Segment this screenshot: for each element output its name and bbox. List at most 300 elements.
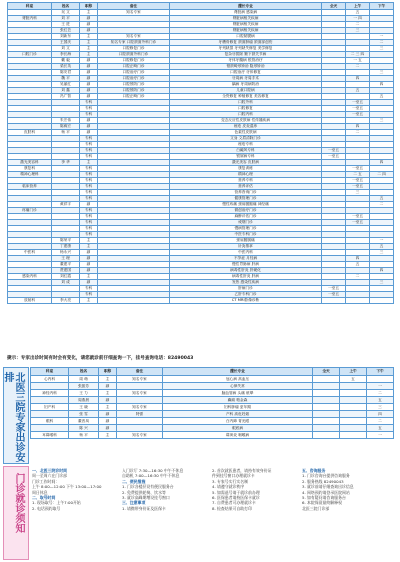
- doctor-name-cell: 王国庆: [52, 40, 80, 46]
- morning-cell: 五: [346, 10, 370, 16]
- title-cell: 副: [99, 411, 117, 418]
- title-cell: 主: [80, 46, 98, 52]
- specialty-cell: 病毒性肝炎 肝硬化: [170, 268, 322, 274]
- note-cell: [117, 383, 163, 390]
- title-cell: 副: [80, 280, 98, 286]
- title-cell: 主: [99, 376, 117, 383]
- fullday-cell: [313, 376, 340, 383]
- title-cell: 专科: [80, 184, 98, 190]
- doctor-name-cell: 魏 平: [52, 76, 80, 82]
- specialty-cell: 龋病 牙周病防治: [170, 82, 322, 88]
- doctor-name-cell: 李 华: [52, 160, 80, 166]
- afternoon-cell: 一: [370, 34, 394, 40]
- specialty-cell: 牙槽骨修复 颌面肿瘤 颌面部创伤: [170, 40, 322, 46]
- specialty-cell: 癫痫 帕金森: [163, 397, 313, 404]
- morning-cell: 二: [346, 130, 370, 136]
- morning-cell: 一至五: [346, 112, 370, 118]
- guide-line: 二、便民措施: [122, 478, 146, 484]
- doctor-name-cell: 董建平: [52, 262, 80, 268]
- morning-cell: [340, 397, 367, 404]
- title-cell: 专科: [80, 226, 98, 232]
- guide-line: 6. 本院保留最终解释权: [302, 500, 342, 506]
- title-cell: 副: [80, 82, 98, 88]
- specialty-cell: 康复训练: [170, 166, 322, 172]
- title-cell: 副: [80, 250, 98, 256]
- doctor-name-cell: 李长海: [52, 52, 80, 58]
- morning-cell: 一至五: [346, 184, 370, 190]
- morning-cell: 二: [346, 274, 370, 280]
- guide-column-3: [212, 468, 298, 558]
- doctor-name-cell: 陈荣平: [52, 238, 80, 244]
- guide-line: 3. 就诊前请仔细查询出诊信息: [302, 484, 354, 490]
- note-cell: 知名专家: [117, 404, 163, 411]
- note-cell: [117, 397, 163, 404]
- title-cell: 副: [80, 256, 98, 262]
- fullday-cell: [313, 404, 340, 411]
- note-cell: 知名专家: [98, 10, 170, 16]
- title-cell: 副: [80, 268, 98, 274]
- note-cell: 口腔修复门诊: [98, 46, 170, 52]
- afternoon-cell: 五: [370, 244, 394, 250]
- doctor-name-cell: 王 力: [69, 390, 99, 397]
- schedule-section: [7, 2, 393, 304]
- title-cell: 主: [80, 244, 98, 250]
- guide-line: 周一至周六在门诊部: [32, 473, 68, 479]
- specialty-cell: 慢性胃肠病 肝病: [170, 262, 322, 268]
- guide-line: 一、北医三院诊时间: [32, 468, 68, 473]
- doctor-name-cell: 周 萌: [69, 376, 99, 383]
- morning-cell: 一至五: [346, 178, 370, 184]
- specialty-cell: 慢病管理门诊: [170, 226, 322, 232]
- specialty-cell: 麻醉评估门诊: [170, 214, 322, 220]
- title-cell: 主: [99, 390, 117, 397]
- doctor-name-cell: 刘红霞: [52, 274, 80, 280]
- guide-banner: [3, 466, 29, 560]
- guide-line: 入门诊厅 7:30—16:30 中午不休息: [122, 468, 184, 473]
- note-cell: 知名专家: [117, 376, 163, 383]
- morning-cell: 三: [346, 28, 370, 34]
- title-cell: 副: [80, 130, 98, 136]
- morning-cell: [340, 404, 367, 411]
- morning-cell: 二: [346, 22, 370, 28]
- specialty-cell: 乙肝专科门诊: [170, 292, 322, 298]
- morning-cell: [340, 383, 367, 390]
- morning-cell: 一 四: [346, 16, 370, 22]
- note-cell: 知名专家 口腔颌面外科门诊: [98, 40, 170, 46]
- specialty-cell: 不孕症 月经病: [170, 256, 322, 262]
- guide-line: 北医三院门诊部: [302, 505, 330, 511]
- afternoon-cell: 二: [367, 418, 394, 425]
- table-header-row: [8, 3, 394, 10]
- specialty-cell: 发热 感染性疾病: [170, 280, 322, 286]
- title-cell: 副: [80, 70, 98, 76]
- title-cell: 副: [80, 88, 98, 94]
- fullday-cell: [313, 425, 340, 432]
- morning-cell: 一至五: [346, 166, 370, 172]
- doctor-name-cell: 张红芸: [52, 28, 80, 34]
- doctor-name-cell: 黄祥宇: [52, 202, 80, 208]
- department-cell: 神经内科: [31, 390, 69, 397]
- guide-line: 三、注意事项: [122, 500, 146, 506]
- afternoon-cell: 二: [370, 40, 394, 46]
- department-cell: [31, 425, 69, 432]
- table-row: [31, 383, 394, 390]
- title-cell: 主: [80, 298, 98, 304]
- department-cell: 皮肤科: [8, 130, 52, 136]
- column-header: 科室: [8, 3, 52, 10]
- title-cell: 专科: [80, 100, 98, 106]
- title-cell: 专科: [80, 154, 98, 160]
- column-header: 擅长专业: [163, 368, 313, 376]
- afternoon-cell: 三: [367, 404, 394, 411]
- morning-cell: 三: [346, 190, 370, 196]
- specialty-cell: 中医内科: [170, 250, 322, 256]
- afternoon-cell: 三: [370, 118, 394, 124]
- note-cell: 口腔治疗门诊: [98, 76, 170, 82]
- column-header: 职称: [99, 368, 117, 376]
- title-cell: 副: [80, 118, 98, 124]
- note-cell: 知名专家: [98, 34, 170, 40]
- guide-line: 门诊工作时间：: [32, 478, 60, 484]
- afternoon-cell: 四: [367, 411, 394, 418]
- doctor-name-cell: 刘 平: [52, 16, 80, 22]
- fullday-cell: [313, 418, 340, 425]
- title-cell: 副: [80, 202, 98, 208]
- fullday-cell: [322, 298, 346, 304]
- column-header: 下午: [370, 3, 394, 10]
- title-cell: 副: [99, 397, 117, 404]
- title-cell: 副: [80, 262, 98, 268]
- afternoon-cell: 五: [370, 196, 394, 202]
- afternoon-cell: 三: [370, 250, 394, 256]
- specialty-cell: 中医专科门诊: [170, 232, 322, 238]
- guide-line: 2. 服务热线 82490043: [302, 478, 344, 484]
- specialty-cell: 脑血管病 头痛 眩晕: [163, 390, 313, 397]
- schedule-table-2: [30, 367, 394, 439]
- doctor-name-cell: 刘 文: [52, 46, 80, 52]
- afternoon-cell: 四: [370, 160, 394, 166]
- department-cell: 口腔门诊: [8, 52, 52, 58]
- morning-cell: 一 五: [346, 58, 370, 64]
- department-cell: 感染内科: [8, 274, 52, 280]
- column-header: 备注: [117, 368, 163, 376]
- doctor-name-cell: 冯广智: [52, 94, 80, 100]
- fullday-cell: [313, 390, 340, 397]
- department-cell: [31, 411, 69, 418]
- morning-cell: 四: [346, 256, 370, 262]
- title-cell: 主: [99, 432, 117, 439]
- specialty-cell: 白癜风专科: [170, 148, 322, 154]
- doctor-name-cell: 吴 文: [52, 10, 80, 16]
- specialty-cell: 慢性疼痛 颈肩腰腿痛 神经痛: [170, 202, 322, 208]
- guide-line: 2. 首次就医患者，请持有效身份证: [212, 468, 272, 473]
- title-cell: 专科: [80, 106, 98, 112]
- department-cell: [31, 383, 69, 390]
- title-cell: 专科: [80, 172, 98, 178]
- afternoon-cell: 二: [370, 202, 394, 208]
- morning-cell: 一至五: [346, 100, 370, 106]
- doctor-name-cell: 梁长英: [52, 64, 80, 70]
- specialty-cell: 眼底病: [163, 425, 313, 432]
- doctor-name-cell: 陈 兴: [69, 425, 99, 432]
- table-row: [31, 376, 394, 383]
- doctor-name-cell: 董晋凤: [69, 418, 99, 425]
- afternoon-cell: [367, 376, 394, 383]
- guide-banner-title: 门诊就诊须知: [13, 473, 24, 533]
- specialty-cell: 营养咨询门诊: [170, 190, 322, 196]
- column-header: 下午: [367, 368, 394, 376]
- department-cell: 激光美容科: [8, 160, 52, 166]
- title-cell: 副: [80, 94, 98, 100]
- schedule-banner: [3, 367, 29, 464]
- specialty-cell: 变态反应性皮肤病 性传播疾病: [170, 118, 322, 124]
- afternoon-cell: 一: [367, 383, 394, 390]
- fullday-cell: [313, 432, 340, 439]
- note-cell: 口腔正畸门诊: [98, 94, 170, 100]
- specialty-cell: 健康管理门诊: [170, 196, 322, 202]
- specialty-cell: 妇科肿瘤 更年期: [163, 404, 313, 411]
- column-header: 上午: [340, 368, 367, 376]
- specialty-cell: 鼻窦炎 咽喉病: [163, 432, 313, 439]
- specialty-cell: 肝病门诊: [170, 286, 322, 292]
- doctor-name-cell: 王 晓: [69, 404, 99, 411]
- morning-cell: 四: [346, 76, 370, 82]
- table-row: [31, 411, 394, 418]
- table-row: [31, 404, 394, 411]
- table-row: [31, 425, 394, 432]
- doctor-name-cell: 贾建国: [52, 268, 80, 274]
- department-cell: 眼科: [31, 418, 69, 425]
- morning-cell: 四: [346, 124, 370, 130]
- morning-cell: 二 五: [346, 172, 370, 178]
- guide-line: 5. 如有疑问请咨询服务台: [302, 495, 346, 501]
- specialty-cell: 营养专科: [170, 178, 322, 184]
- doctor-name-cell: 王 进: [52, 22, 80, 28]
- morning-cell: [340, 418, 367, 425]
- guide-line: 4. 请遵守就诊秩序: [212, 484, 245, 490]
- afternoon-cell: [370, 298, 394, 304]
- specialty-cell: 激光美容 皮肤病: [170, 160, 322, 166]
- morning-cell: [340, 432, 367, 439]
- specialty-cell: 颈肩腰腿痛: [170, 238, 322, 244]
- column-header: 职称: [80, 3, 98, 10]
- afternoon-cell: 四: [370, 268, 394, 274]
- specialty-cell: 口腔内科: [170, 112, 322, 118]
- specialty-cell: 痤疮专科: [170, 142, 322, 148]
- column-header: 上午: [346, 3, 370, 10]
- morning-cell: 二: [346, 64, 370, 70]
- specialty-cell: 病毒性肝炎 肝病: [170, 274, 322, 280]
- column-header: 擅长专业: [170, 3, 322, 10]
- guide-line: 件到挂号窗口办理就诊卡: [212, 473, 255, 479]
- title-cell: 专科: [80, 178, 98, 184]
- doctor-name-cell: 杨永兴: [52, 250, 80, 256]
- column-header: 姓名: [69, 368, 99, 376]
- doctor-name-cell: 张 雪: [69, 411, 99, 418]
- department-cell: 康复科: [8, 166, 52, 172]
- doctor-name-cell: 陈威宏: [52, 124, 80, 130]
- title-cell: 专科: [80, 214, 98, 220]
- note-cell: 特需: [117, 411, 163, 418]
- afternoon-cell: 五: [367, 397, 394, 404]
- specialty-cell: 心律失常: [163, 383, 313, 390]
- morning-cell: [340, 390, 367, 397]
- morning-cell: 一至五: [346, 106, 370, 112]
- specialty-cell: 冠心病 高血压: [163, 376, 313, 383]
- title-cell: 副: [80, 76, 98, 82]
- doctor-name-cell: 朱宏伟: [52, 118, 80, 124]
- doctor-name-cell: 刘 鑫: [52, 88, 80, 94]
- morning-cell: 二 三 四: [346, 52, 370, 58]
- specialty-cell: 营养评估: [170, 184, 322, 190]
- doctor-name-cell: 杨 平: [69, 432, 99, 439]
- doctor-name-cell: 丁建康: [52, 244, 80, 250]
- doctor-name-cell: 戴 毅: [52, 58, 80, 64]
- title-cell: 副: [99, 383, 117, 390]
- department-cell: 临床营养: [8, 184, 52, 190]
- title-cell: 专科: [80, 190, 98, 196]
- guide-line: 3. 就诊高峰期增设挂号窗口: [122, 495, 170, 501]
- table-row: [8, 298, 394, 304]
- doctor-name-cell: 周燕晨: [69, 397, 99, 404]
- title-cell: 专科: [80, 208, 98, 214]
- title-cell: 主: [99, 404, 117, 411]
- doctor-name-cell: 刘新东: [52, 34, 80, 40]
- note-cell: 口腔正畸门诊: [98, 64, 170, 70]
- morning-cell: [340, 411, 367, 418]
- department-cell: 中医科: [8, 250, 52, 256]
- fullday-cell: 一至五: [322, 292, 346, 298]
- title-cell: 专科: [80, 196, 98, 202]
- guide-line: 五、咨询服务: [302, 468, 326, 473]
- guide-line: 3. 专家号实行实名制: [212, 478, 249, 484]
- doctor-name-cell: 李大亮: [52, 298, 80, 304]
- fullday-cell: 一至五: [322, 148, 346, 154]
- title-cell: 副: [99, 425, 117, 432]
- column-header: 科室: [31, 368, 69, 376]
- doctor-name-cell: 张振芳: [69, 383, 99, 390]
- guide-column-1: [32, 468, 118, 558]
- schedule-section-2: [30, 367, 393, 439]
- column-header: 全天: [322, 3, 346, 10]
- column-header: 备注: [98, 3, 170, 10]
- specialty-cell: 针灸推拿: [170, 244, 322, 250]
- table-row: [31, 390, 394, 397]
- specialty-cell: 口腔治疗 牙体修复: [170, 70, 322, 76]
- note-cell: 口腔预防门诊: [98, 88, 170, 94]
- guide-line: 6. 医保患者请持医保卡就诊: [212, 495, 260, 501]
- title-cell: 副: [80, 124, 98, 130]
- title-cell: 副: [99, 418, 117, 425]
- specialty-cell: 产科 高危妊娠: [163, 411, 313, 418]
- guide-line: 1. 门诊咨询台提供咨询服务: [302, 473, 350, 479]
- title-cell: 主: [80, 274, 98, 280]
- specialty-cell: 精神心理: [170, 172, 322, 178]
- specialty-cell: CT MRI影像诊断: [170, 298, 322, 304]
- schedule-banner-title: 北医三院专家出诊安排: [2, 372, 24, 462]
- note-cell: [117, 418, 163, 425]
- afternoon-cell: 四: [370, 82, 394, 88]
- title-cell: 主: [80, 52, 98, 58]
- column-header: 全天: [313, 368, 340, 376]
- doctor-name-cell: 陈安君: [52, 70, 80, 76]
- department-cell: 耳鼻喉科: [31, 432, 69, 439]
- specialty-cell: 口腔黏膜病: [170, 34, 322, 40]
- table-header-row: [31, 368, 394, 376]
- morning-cell: 五: [346, 262, 370, 268]
- title-cell: 主: [80, 40, 98, 46]
- department-cell: 放射科: [8, 298, 52, 304]
- afternoon-cell: 五: [367, 425, 394, 432]
- title-cell: 副: [80, 22, 98, 28]
- specialty-cell: 微创治疗门诊: [170, 208, 322, 214]
- department-cell: 肾脏内科: [8, 16, 52, 22]
- note-cell: 口腔修复门诊: [98, 58, 170, 64]
- title-cell: 专科: [80, 220, 98, 226]
- note-cell: [98, 298, 170, 304]
- fullday-cell: [313, 397, 340, 404]
- title-cell: 主: [80, 34, 98, 40]
- guide-line: 1. 门诊各楼层设有便民服务台: [122, 484, 174, 490]
- department-cell: 精神心理科: [8, 172, 52, 178]
- guide-line: 5. 如需退号请于就诊前办理: [212, 489, 260, 495]
- specialty-cell: 口腔外科: [170, 100, 322, 106]
- table-row: [31, 432, 394, 439]
- department-cell: 心内科: [31, 376, 69, 383]
- note-cell: [117, 425, 163, 432]
- note-cell: 知名专家: [117, 390, 163, 397]
- guide-line: 1. 请携带身份证及医保卡: [122, 505, 166, 511]
- title-cell: 副: [80, 16, 98, 22]
- title-cell: 专科: [80, 136, 98, 142]
- table-row: [31, 418, 394, 425]
- doctor-name-cell: 吴丽红: [52, 82, 80, 88]
- afternoon-cell: 三: [370, 46, 394, 52]
- title-cell: 副: [80, 28, 98, 34]
- specialty-cell: 银屑病专科: [170, 154, 322, 160]
- doctor-name-cell: 刘 成: [52, 280, 80, 286]
- specialty-cell: 口腔修复: [170, 106, 322, 112]
- afternoon-cell: 三: [370, 70, 394, 76]
- guide-column-4: [302, 468, 388, 558]
- afternoon-cell: 一: [367, 432, 394, 439]
- note-cell: 知名专家: [117, 432, 163, 439]
- department-cell: [31, 397, 69, 404]
- title-cell: 专科: [80, 292, 98, 298]
- guide-line: 4. 网络预约请登录医院网站: [302, 489, 350, 495]
- specialty-cell: 错颌畸形矫治 隐形矫治: [170, 64, 322, 70]
- specialty-cell: 复杂牙拔除 颞下颌关节病: [170, 52, 322, 58]
- specialty-cell: 全瓷修复 种植修复 美容修复: [170, 94, 322, 100]
- specialty-cell: 肾脏病相关疾病: [170, 16, 322, 22]
- title-cell: 副: [80, 64, 98, 70]
- title-cell: 主: [80, 160, 98, 166]
- doctor-name-cell: 王 理: [52, 256, 80, 262]
- afternoon-cell: 五: [370, 94, 394, 100]
- afternoon-cell: 二 四: [370, 172, 394, 178]
- afternoon-cell: 二: [367, 390, 394, 397]
- fullday-cell: [313, 411, 340, 418]
- title-cell: 专科: [80, 232, 98, 238]
- title-cell: 专科: [80, 112, 98, 118]
- guide-line: 1. 现场取号：上午7:00开始: [32, 500, 81, 506]
- specialty-cell: 儿童口腔病: [170, 88, 322, 94]
- guide-line: 8. 检查结果可自助打印: [212, 505, 252, 511]
- guide-line: 7. 自费患者可办理就诊卡: [212, 500, 256, 506]
- title-cell: 主: [80, 238, 98, 244]
- guide-line: 二、取号时间: [32, 495, 56, 501]
- fullday-cell: [313, 383, 340, 390]
